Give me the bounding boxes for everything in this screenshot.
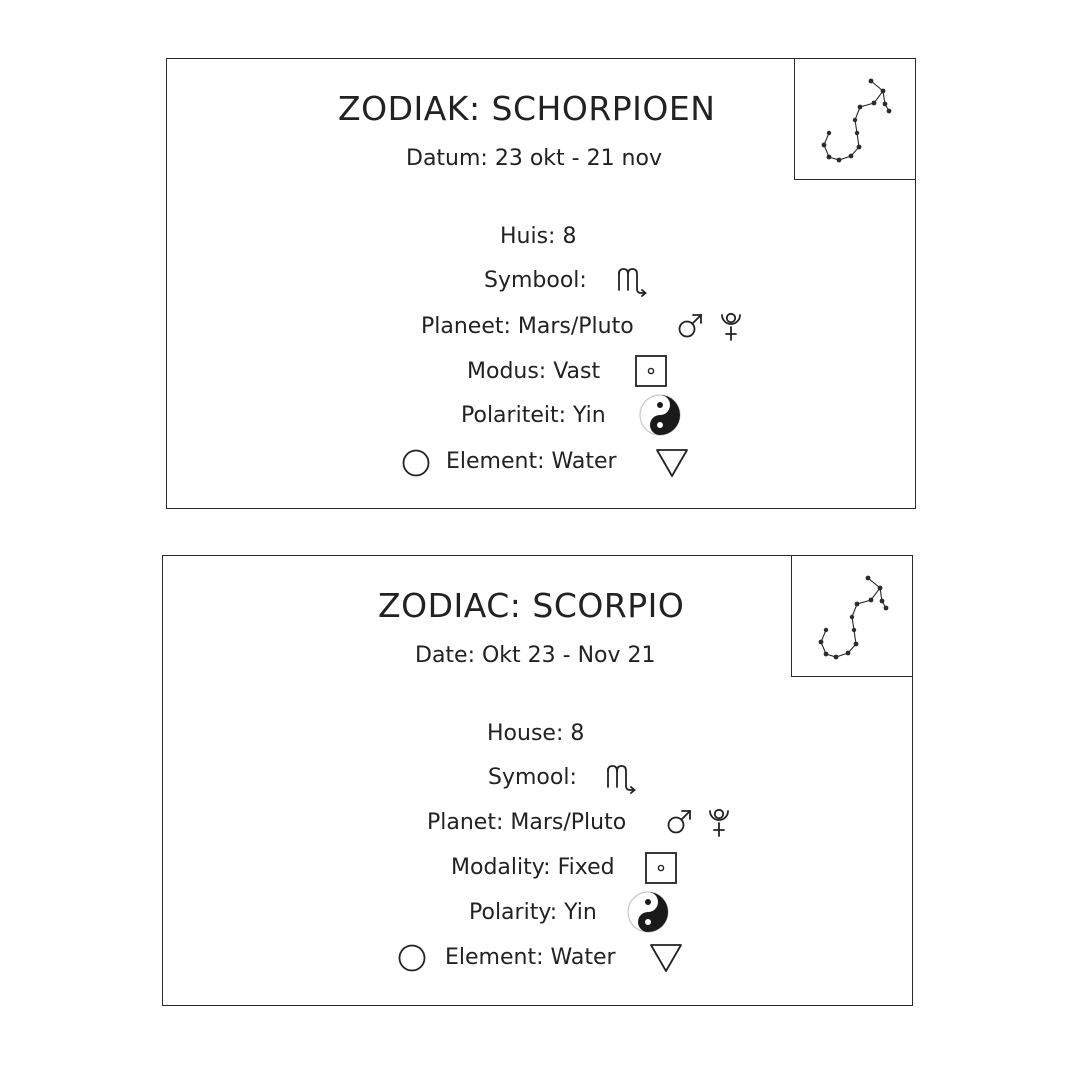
zodiac-card-dutch bbox=[166, 58, 916, 509]
house-label: Huis: 8 bbox=[500, 224, 577, 249]
mars-icon bbox=[666, 808, 694, 836]
scorpio-symbol-icon bbox=[616, 263, 650, 297]
zodiac-card-english bbox=[162, 555, 913, 1006]
scorpius-constellation-icon bbox=[792, 556, 914, 678]
pluto-icon bbox=[706, 806, 732, 838]
constellation-frame bbox=[791, 555, 913, 677]
pluto-icon bbox=[718, 310, 744, 342]
planet-label: Planeet: Mars/Pluto bbox=[421, 314, 634, 339]
house-label: House: 8 bbox=[487, 721, 585, 746]
polarity-label: Polarity: Yin bbox=[469, 900, 597, 925]
card-title: ZODIAC: SCORPIO bbox=[378, 586, 685, 625]
yin-yang-icon bbox=[626, 890, 670, 934]
circle-icon bbox=[401, 448, 431, 478]
fixed-modality-icon bbox=[634, 354, 668, 388]
modality-label: Modality: Fixed bbox=[451, 855, 615, 880]
water-triangle-icon bbox=[655, 448, 689, 478]
modality-label: Modus: Vast bbox=[467, 359, 601, 384]
constellation-frame bbox=[794, 58, 916, 180]
card-title: ZODIAK: SCHORPIOEN bbox=[338, 89, 716, 128]
mars-icon bbox=[677, 312, 705, 340]
scorpio-symbol-icon bbox=[605, 760, 639, 794]
polarity-label: Polariteit: Yin bbox=[461, 403, 606, 428]
symbol-label: Symbool: bbox=[484, 268, 587, 293]
water-triangle-icon bbox=[649, 943, 683, 973]
planet-label: Planet: Mars/Pluto bbox=[427, 810, 627, 835]
card-date: Date: Okt 23 - Nov 21 bbox=[415, 643, 656, 668]
symbol-label: Symool: bbox=[488, 765, 577, 790]
fixed-modality-icon bbox=[644, 851, 678, 885]
element-label: Element: Water bbox=[445, 945, 616, 970]
element-label: Element: Water bbox=[446, 449, 617, 474]
card-date: Datum: 23 okt - 21 nov bbox=[406, 146, 662, 171]
circle-icon bbox=[397, 943, 427, 973]
yin-yang-icon bbox=[638, 393, 682, 437]
scorpius-constellation-icon bbox=[795, 59, 917, 181]
